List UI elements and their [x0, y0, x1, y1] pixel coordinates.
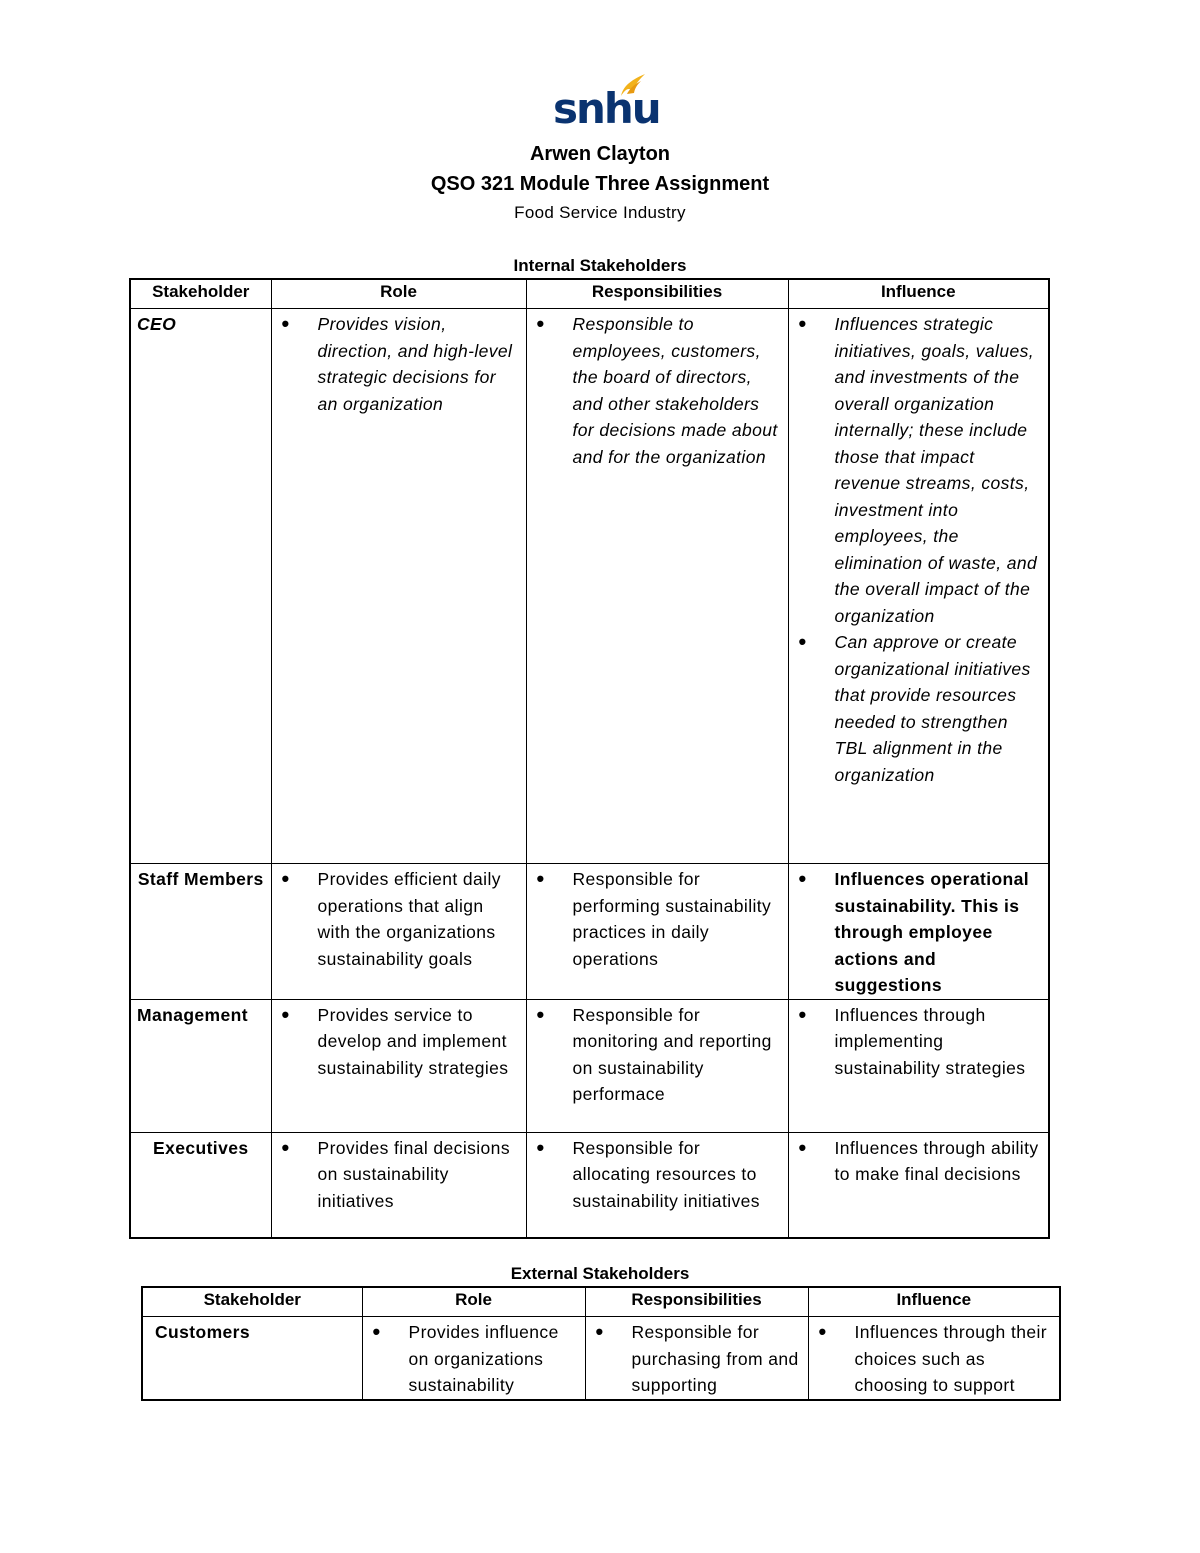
list-item: • Influences through ability to make final decisions: [795, 1135, 1043, 1188]
table-row: [130, 309, 1049, 864]
table-row: [130, 864, 1049, 1000]
influence-cell: [808, 1317, 1060, 1400]
external-table-caption: External Stakeholders: [510, 1264, 690, 1283]
stakeholder-cell: Management: [130, 999, 271, 1132]
list-item: • Influences through implementing sustainability strategies: [795, 1002, 1043, 1082]
logo-wordmark: snhu: [553, 84, 660, 133]
role-cell: [271, 309, 526, 864]
list-item: • Influences operational sustainability. This is through employee actions and suggestions: [795, 866, 1043, 999]
influence-cell: [788, 999, 1049, 1132]
table-row: [130, 1132, 1049, 1238]
role-cell: [271, 999, 526, 1132]
list-item: • Provides service to develop and implement sustainability strategies: [278, 1002, 520, 1082]
internal-stakeholders-table: [129, 278, 1050, 1239]
responsibilities-cell: [526, 999, 788, 1132]
list-item: • Provides influence on organizations sustainability: [369, 1319, 579, 1399]
list-item: • Provides efficient daily operations that align with the organizations sustainability goals: [278, 866, 520, 972]
stakeholder-cell: Executives: [130, 1132, 271, 1238]
external-stakeholders-table: [141, 1286, 1061, 1401]
role-cell: [362, 1317, 585, 1400]
influence-cell: [788, 309, 1049, 864]
column-header: Role: [271, 279, 526, 309]
author-name: Arwen Clayton: [529, 143, 671, 165]
column-header: Responsibilities: [526, 279, 788, 309]
table-row: [142, 1317, 1060, 1400]
column-header: Influence: [808, 1287, 1060, 1317]
influence-cell: [788, 1132, 1049, 1238]
column-header: Influence: [788, 279, 1049, 309]
list-item: • Provides vision, direction, and high-level strategic decisions for an organization: [278, 311, 520, 417]
document-subtitle: Food Service Industry: [514, 203, 686, 222]
list-item: • Provides final decisions on sustainability initiatives: [278, 1135, 520, 1215]
stakeholder-cell: Staff Members: [130, 864, 271, 1000]
role-cell: [271, 864, 526, 1000]
table-row: [130, 999, 1049, 1132]
list-item: • Can approve or create organizational initiatives that provide resources needed to strengthen TBL alignment in the organization: [795, 629, 1043, 788]
column-header: Stakeholder: [130, 279, 271, 309]
list-item: • Responsible for purchasing from and supporting: [592, 1319, 802, 1399]
column-header: Stakeholder: [142, 1287, 362, 1317]
table-header-row: [142, 1287, 1060, 1317]
list-item: • Responsible for allocating resources to sustainability initiatives: [533, 1135, 782, 1215]
internal-table-caption: Internal Stakeholders: [513, 256, 687, 275]
stakeholder-cell: CEO: [130, 309, 271, 864]
influence-cell: [788, 864, 1049, 1000]
column-header: Responsibilities: [585, 1287, 808, 1317]
column-header: Role: [362, 1287, 585, 1317]
responsibilities-cell: [585, 1317, 808, 1400]
list-item: • Influences strategic initiatives, goals, values, and investments of the overall organization internally; these include those that impact revenue streams, costs, investment into employees, the elimination of waste, and the overall impact of the organization: [795, 311, 1043, 629]
list-item: • Responsible for performing sustainability practices in daily operations: [533, 866, 782, 972]
list-item: • Responsible for monitoring and reporting on sustainability performace: [533, 1002, 782, 1108]
role-cell: [271, 1132, 526, 1238]
snhu-logo: [553, 72, 660, 134]
list-item: • Influences through their choices such as choosing to support: [815, 1319, 1054, 1399]
list-item: • Responsible to employees, customers, the board of directors, and other stakeholders for decisions made about and for the organization: [533, 311, 782, 470]
responsibilities-cell: [526, 864, 788, 1000]
stakeholder-cell: Customers: [142, 1317, 362, 1400]
responsibilities-cell: [526, 309, 788, 864]
table-header-row: [130, 279, 1049, 309]
responsibilities-cell: [526, 1132, 788, 1238]
document-title: QSO 321 Module Three Assignment: [430, 173, 770, 195]
